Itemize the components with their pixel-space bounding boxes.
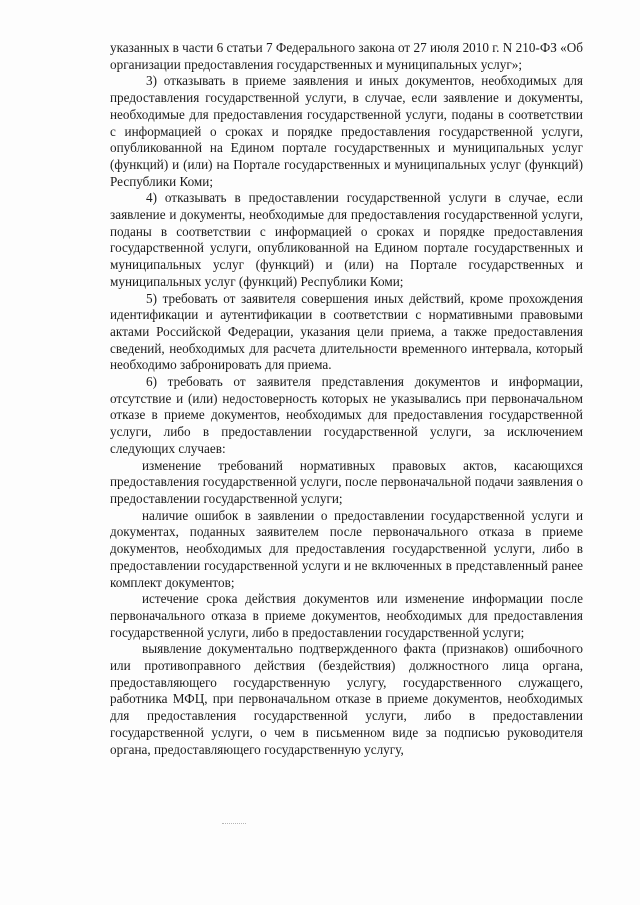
paragraph-item-4: 4) отказывать в предоставлении государственной услуги в случае, если заявление и документы, необходимые для предоставления государственной услуги, поданы в соответствии с информацией о сроках и порядке предоставления государственной услуги, опубликованной на Едином портале государственных и муниципальных услуг (функций) и (или) на Портале государственных и муниципальных услуг (функций) Республики Коми; xyxy=(110,190,583,289)
paragraph-exception-1: изменение требований нормативных правовых актов, касающихся предоставления государственной услуги, после первоначальной подачи заявления о предоставлении государственной услуги; xyxy=(110,457,583,506)
paragraph-exception-3: истечение срока действия документов или изменение информации после первоначального отказа в приеме документов, необходимых для предоставления государственной услуги, либо в предоставлении государственной услуги; xyxy=(110,591,583,640)
paragraph-item-6: 6) требовать от заявителя представления документов и информации, отсутствие и (или) недостоверность которых не указывались при первоначальном отказе в приеме документов, необходимых для предоставления государственной услуги, либо в предоставлении государственной услуги, за исключением следующих случаев: xyxy=(110,374,583,456)
paragraph-exception-4: выявление документально подтвержденного факта (признаков) ошибочного или противоправного действия (бездействия) должностного лица органа, предоставляющего государственную услугу, государственного служащего, работника МФЦ, при первоначальном отказе в приеме документов, необходимых для предоставления государственной услуги, либо в предоставлении государственной услуги, о чем в письменном виде за подписью руководителя органа, предоставляющего государственную услугу, xyxy=(110,641,583,757)
paragraph-item-5: 5) требовать от заявителя совершения иных действий, кроме прохождения идентификации и аутентификации в соответствии с нормативными правовыми актами Российской Федерации, указания цели приема, а также предоставления сведений, необходимых для расчета длительности временного интервала, который необходимо забронировать для приема. xyxy=(110,290,583,373)
scan-speck xyxy=(222,823,246,826)
paragraph-continuation: указанных в части 6 статьи 7 Федерального закона от 27 июля 2010 г. N 210-ФЗ «Об организации предоставления государственных и муниципальных услуг»; xyxy=(110,40,583,72)
paragraph-exception-2: наличие ошибок в заявлении о предоставлении государственной услуги и документах, поданных заявителем после первоначального отказа в приеме документов, необходимых для предоставления государственной услуги, либо в предоставлении государственной услуги и не включенных в представленный ранее комплект документов; xyxy=(110,507,583,590)
document-body xyxy=(110,40,583,758)
paragraph-item-3: 3) отказывать в приеме заявления и иных документов, необходимых для предоставления государственной услуги, в случае, если заявление и документы, необходимые для предоставления государственной услуги, поданы в соответствии с информацией о сроках и порядке предоставления государственной услуги, опубликованной на Едином портале государственных и муниципальных услуг (функций) и (или) на Портале государственных и муниципальных услуг (функций) Республики Коми; xyxy=(110,73,583,189)
